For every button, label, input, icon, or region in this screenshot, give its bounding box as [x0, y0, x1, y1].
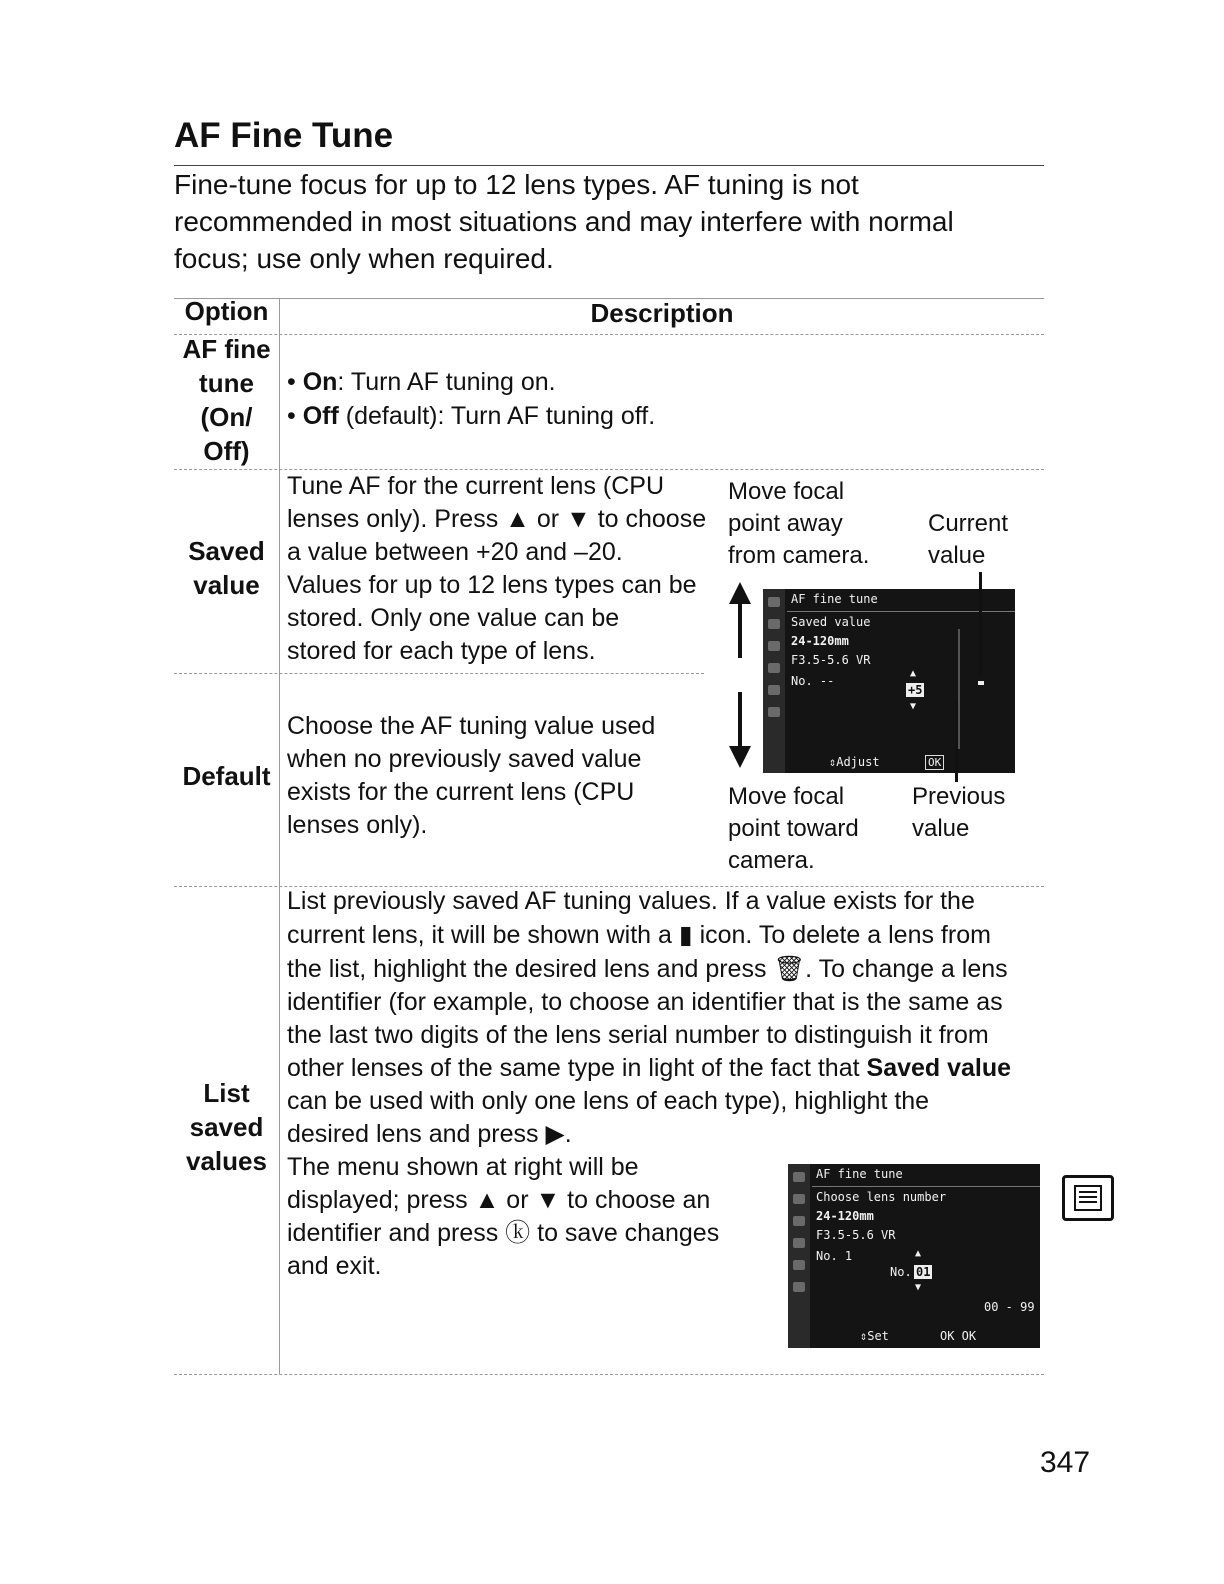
- header-option: Option: [184, 296, 269, 326]
- desc-line: lenses only).: [287, 811, 428, 839]
- desc-saved-value: [287, 470, 707, 668]
- tab-icon: [793, 1194, 805, 1204]
- list-icon: [1074, 1185, 1102, 1211]
- bullet-off: • Off (default): Turn AF tuning off.: [287, 402, 656, 430]
- desc-line: identifier and press ⓚ to save changes: [287, 1219, 720, 1247]
- option-line: List: [203, 1078, 250, 1108]
- arrow-down-stem: [738, 692, 742, 748]
- screen-lens-line-1: 24-120mm: [816, 1209, 874, 1223]
- desc-line: stored. Only one value can be: [287, 604, 620, 632]
- option-af-fine-tune: [174, 332, 279, 468]
- tab-icon: [793, 1282, 805, 1292]
- label-line: point toward: [728, 815, 859, 842]
- screen-title-bar: [812, 1164, 1040, 1187]
- tab-icon: [793, 1172, 805, 1182]
- screen-title: AF fine tune: [791, 592, 878, 606]
- table-bottom-rule: [174, 1374, 1044, 1375]
- text-run: . To change a lens: [805, 955, 1008, 983]
- desc-line: Choose the AF tuning value used: [287, 712, 656, 740]
- option-line: Off): [203, 436, 250, 466]
- lens-number-label: No.: [890, 1265, 912, 1279]
- desc-line: exists for the current lens (CPU: [287, 778, 635, 806]
- number-up-icon: ▲: [915, 1248, 922, 1259]
- camera-screen-saved-value: [763, 589, 1015, 773]
- desc-line: displayed; press ▲ or ▼ to choose an: [287, 1186, 711, 1214]
- desc-default: [287, 710, 707, 842]
- arrow-up-stem: [738, 602, 742, 658]
- value-down-icon: ▼: [910, 701, 917, 712]
- wrench-icon: [793, 1238, 805, 1248]
- label-line: Previous: [912, 783, 1006, 810]
- option-list-saved-values: [174, 1076, 279, 1178]
- text-run: icon. To delete a lens from: [699, 921, 991, 949]
- screen-lens-number: No. 1: [816, 1249, 853, 1263]
- bold-term: Saved value: [866, 1054, 1012, 1082]
- screen-lens-line-2: F3.5-5.6 VR: [791, 653, 871, 667]
- header-description: Description: [590, 298, 734, 328]
- option-line: saved: [189, 1112, 264, 1142]
- header-rule: [174, 334, 1044, 335]
- label-line: point away: [728, 510, 843, 537]
- tune-value: +5: [908, 683, 923, 697]
- desc-line: when no previously saved value: [287, 745, 642, 773]
- off-key: Off: [302, 402, 339, 430]
- tuning-scale: [958, 629, 960, 749]
- saved-indicator-icon: ▮: [678, 920, 693, 949]
- desc-line: The menu shown at right will be: [287, 1153, 639, 1181]
- option-line: value: [193, 570, 260, 600]
- wrench-icon: [768, 663, 780, 673]
- number-range: 00 - 99: [984, 1300, 1035, 1314]
- page-number: 347: [1040, 1446, 1091, 1479]
- screen-title: AF fine tune: [816, 1167, 903, 1181]
- label-move-away: [728, 476, 869, 572]
- text-run: other lenses of the same type in light of the fact that: [287, 1054, 860, 1082]
- row-rule-2: [174, 673, 704, 674]
- desc-line: and exit.: [287, 1252, 382, 1280]
- tab-icon: [768, 685, 780, 695]
- desc-line: can be used with only one lens of each type), highlight the: [287, 1087, 930, 1115]
- label-move-toward: [728, 781, 859, 877]
- desc-line: [287, 918, 1042, 952]
- option-saved-value: [174, 534, 279, 602]
- option-line: tune: [199, 368, 254, 398]
- current-value-marker: [978, 681, 984, 685]
- text-run: the list, highlight the desired lens and press: [287, 955, 767, 983]
- option-line: values: [186, 1146, 267, 1176]
- tab-icon: [768, 597, 780, 607]
- desc-line: lenses only). Press ▲ or ▼ to choose: [287, 505, 707, 533]
- text-run: current lens, it will be shown with a: [287, 921, 672, 949]
- desc-line: the last two digits of the lens serial number to distinguish it from: [287, 1021, 989, 1049]
- desc-line: stored for each type of lens.: [287, 637, 596, 665]
- label-line: Move focal: [728, 783, 845, 810]
- menu-tabs: [763, 589, 785, 773]
- label-line: Move focal: [728, 478, 845, 505]
- label-line: camera.: [728, 847, 815, 874]
- desc-line: Values for up to 12 lens types can be: [287, 571, 697, 599]
- on-text: : Turn AF tuning on.: [337, 368, 556, 396]
- desc-af-fine-tune: [287, 366, 1027, 433]
- tab-icon: [768, 619, 780, 629]
- value-up-icon: ▲: [910, 668, 917, 679]
- screen-ok-hint: OK OK: [940, 1329, 977, 1343]
- screen-lens-line-2: F3.5-5.6 VR: [816, 1228, 896, 1242]
- screen-lens-number: No. --: [791, 674, 835, 688]
- page-title: AF Fine Tune: [174, 116, 394, 155]
- label-line: from camera.: [728, 542, 870, 569]
- camera-screen-choose-lens-number: [788, 1164, 1040, 1348]
- menu-tabs: [788, 1164, 810, 1348]
- lens-number-value: 01: [916, 1265, 931, 1279]
- column-divider: [279, 298, 280, 1374]
- trash-icon: 🗑: [773, 954, 806, 983]
- tab-icon: [793, 1216, 805, 1226]
- screen-adjust-hint: ⇕Adjust: [829, 755, 880, 769]
- tab-icon: [768, 707, 780, 717]
- option-line: AF fine: [182, 334, 271, 364]
- option-default: Default: [182, 761, 271, 791]
- label-previous-value: [912, 781, 1005, 845]
- desc-line: a value between +20 and –20.: [287, 538, 623, 566]
- menu-guide-icon: [1062, 1175, 1114, 1221]
- label-line: value: [912, 815, 970, 842]
- option-line: (On/: [200, 402, 253, 432]
- label-current-value: [928, 508, 1008, 572]
- desc-line: [287, 1052, 1042, 1085]
- arrow-down-icon: [729, 746, 751, 768]
- desc-line: Tune AF for the current lens (CPU: [287, 472, 665, 500]
- desc-line: [287, 952, 1042, 986]
- screen-heading: Choose lens number: [816, 1190, 947, 1204]
- label-line: Current: [928, 510, 1009, 537]
- number-down-icon: ▼: [915, 1282, 922, 1293]
- screen-heading: Saved value: [791, 615, 871, 629]
- on-key: On: [302, 368, 338, 396]
- desc-line: identifier (for example, to choose an identifier that is the same as: [287, 988, 1003, 1016]
- screen-set-hint: ⇕Set: [860, 1329, 889, 1343]
- current-value-pointer: [979, 572, 982, 676]
- bullet-on: • On: Turn AF tuning on.: [287, 368, 556, 396]
- tab-icon: [768, 641, 780, 651]
- off-text: (default): Turn AF tuning off.: [338, 402, 656, 430]
- option-line: Saved: [188, 536, 265, 566]
- tab-icon: [793, 1260, 805, 1270]
- ok-button-icon: OK: [925, 755, 944, 770]
- desc-line: List previously saved AF tuning values. If a value exists for the: [287, 887, 975, 915]
- arrow-up-icon: [729, 582, 751, 604]
- intro-paragraph: Fine-tune focus for up to 12 lens types. AF tuning is not recommended in most situations and may interfere with normal focus; use only when required.: [174, 169, 954, 274]
- desc-line: desired lens and press ▶.: [287, 1120, 572, 1148]
- previous-value-pointer: [955, 700, 958, 782]
- screen-lens-line-1: 24-120mm: [791, 634, 849, 648]
- label-line: value: [928, 542, 986, 569]
